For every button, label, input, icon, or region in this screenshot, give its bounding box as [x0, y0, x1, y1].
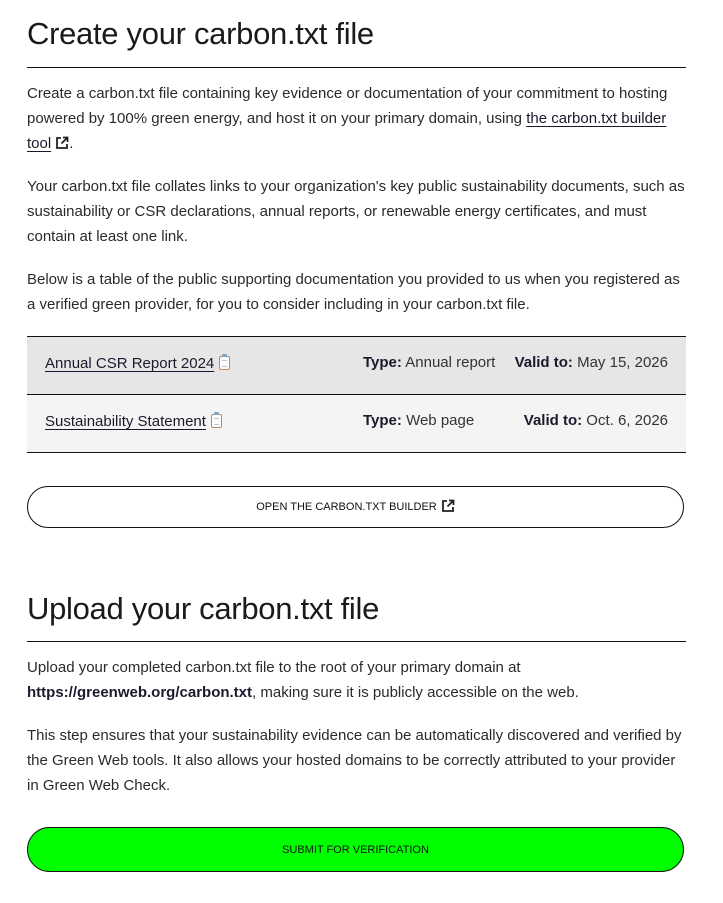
external-link-icon	[441, 499, 455, 516]
create-intro-paragraph	[27, 81, 686, 158]
create-section-title: Create your carbon.txt file	[27, 16, 374, 51]
create-paragraph-2: Your carbon.txt file collates links to your organization's key public sustainability documents, such as sustainability or CSR declarations, annual reports, or renewable energy certificates, and must contain at least one link.	[27, 178, 685, 245]
clipboard-icon[interactable]	[211, 414, 222, 428]
builder-tool-link-text: the carbon.txt builder tool	[27, 110, 667, 152]
clipboard-icon[interactable]	[219, 356, 230, 370]
type-value: Annual report	[405, 354, 496, 371]
upload-paragraph-1	[27, 655, 686, 705]
title-divider	[27, 67, 686, 68]
open-builder-button[interactable]	[27, 486, 684, 528]
document-link[interactable]: Annual CSR Report 2024	[45, 355, 215, 372]
documents-table	[27, 336, 686, 453]
type-value: Web page	[406, 412, 475, 429]
title-divider	[27, 641, 686, 642]
document-name	[45, 412, 222, 430]
open-builder-label: OPEN THE CARBON.TXT BUILDER	[256, 501, 437, 513]
upload-paragraph-2: This step ensures that your sustainability evidence can be automatically discovered and verified by the Green Web tools. It also allows your hosted domains to be correctly attributed to your provider in Green Web Check.	[27, 727, 682, 794]
valid-label: Valid to:	[523, 412, 583, 429]
document-link[interactable]: Sustainability Statement	[45, 413, 206, 430]
submit-verification-button[interactable]	[27, 827, 684, 872]
document-valid	[524, 412, 668, 429]
valid-label: Valid to:	[514, 354, 573, 371]
carbon-txt-url: https://greenweb.org/carbon.txt	[27, 684, 253, 701]
upload-text: Upload your completed carbon.txt file to the root of your primary domain at	[27, 659, 521, 676]
upload-text-end: , making sure it is publicly accessible on the web.	[252, 684, 579, 701]
document-type	[363, 412, 474, 429]
upload-section-title: Upload your carbon.txt file	[27, 591, 380, 626]
valid-value: Oct. 6, 2026	[586, 412, 668, 429]
table-row	[27, 395, 686, 453]
intro-end: .	[69, 135, 74, 152]
external-link-icon	[55, 133, 69, 158]
type-label: Type:	[363, 412, 402, 429]
type-label: Type:	[363, 354, 402, 371]
document-valid	[515, 354, 668, 371]
document-name	[45, 354, 230, 372]
intro-text: Create a carbon.txt file containing key evidence or documentation of your commitment to hosting powered by 100% green energy, and host it on your primary domain, using	[27, 85, 668, 127]
table-row	[27, 337, 686, 395]
submit-label: SUBMIT FOR VERIFICATION	[282, 843, 429, 856]
create-paragraph-3: Below is a table of the public supporting documentation you provided to us when you registered as a verified green provider, for you to consider including in your carbon.txt file.	[27, 271, 680, 313]
valid-value: May 15, 2026	[577, 354, 668, 371]
document-type	[363, 354, 495, 371]
